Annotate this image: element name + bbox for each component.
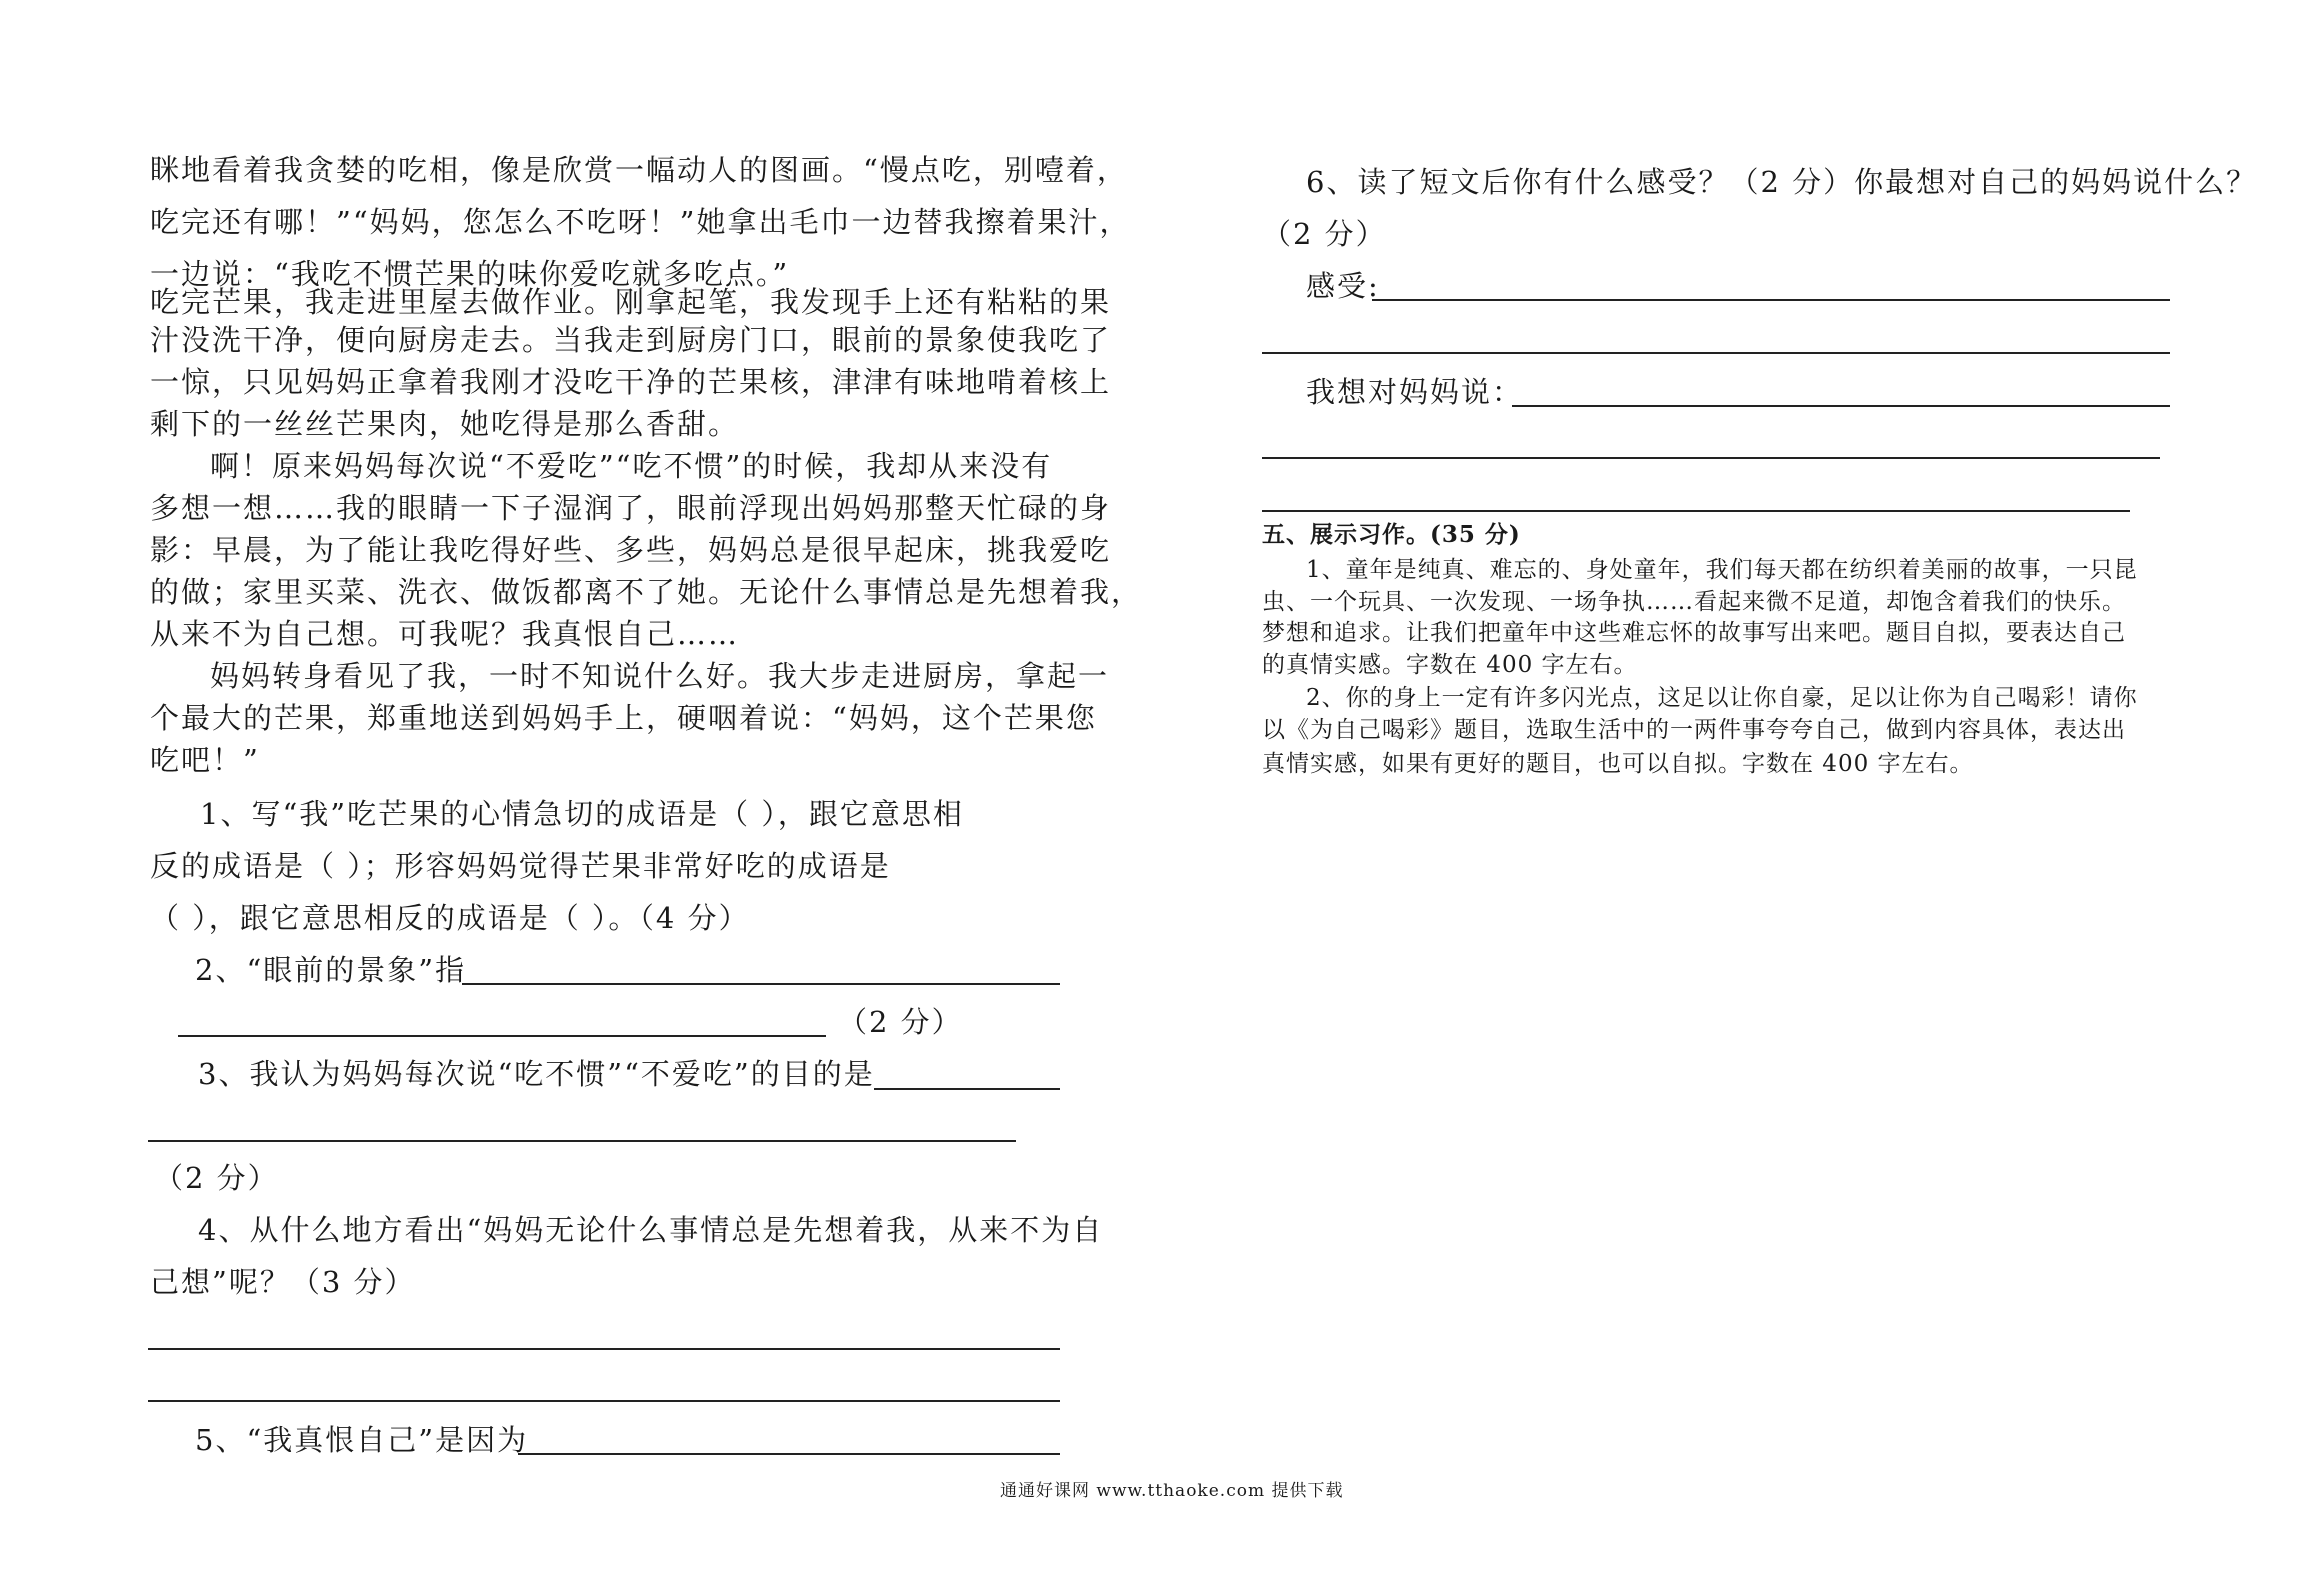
story-line: 吃完芒果，我走进里屋去做作业。刚拿起笔，我发现手上还有粘粘的果 (150, 285, 1112, 319)
story-line: 的做；家里买菜、洗衣、做饭都离不了她。无论什么事情总是先想着我， (150, 575, 1143, 609)
question-3-prompt: 3、我认为妈妈每次说“吃不惯”“不爱吃”的目的是 (198, 1057, 875, 1091)
story-line: 妈妈转身看见了我，一时不知说什么好。我大步走进厨房，拿起一 (210, 659, 1110, 693)
footer-text: 通通好课网 www.tthaoke.com 提供下载 (1000, 1481, 1344, 1501)
question-6-points: （2 分） (1262, 217, 1387, 251)
answer-line[interactable] (518, 1453, 1060, 1455)
question-2-points: （2 分） (838, 1005, 963, 1039)
question-5-prompt: 5、“我真恨自己”是因为 (195, 1423, 529, 1457)
answer-line[interactable] (1262, 457, 2160, 459)
section-5-title: 五、展示习作。(35 分) (1262, 521, 1521, 548)
story-line: 吃吧！” (150, 743, 260, 777)
answer-line[interactable] (148, 1140, 1016, 1142)
story-line: 汁没洗干净，便向厨房走去。当我走到厨房门口，眼前的景象使我吃了 (150, 323, 1112, 357)
story-line: 一惊，只见妈妈正拿着我刚才没吃干净的芒果核，津津有味地啃着核上 (150, 365, 1112, 399)
answer-line[interactable] (1262, 352, 2170, 354)
question-6-line: 6、读了短文后你有什么感受？（2 分）你最想对自己的妈妈说什么？ (1306, 165, 2258, 199)
essay-prompt-line: 真情实感，如果有更好的题目，也可以自拟。字数在 400 字左右。 (1262, 751, 1974, 777)
story-line: 多想一想……我的眼睛一下子湿润了，眼前浮现出妈妈那整天忙碌的身 (150, 491, 1112, 525)
feeling-answer-line[interactable] (1372, 299, 2170, 301)
question-4-line: 己想”呢？（3 分） (150, 1265, 416, 1299)
essay-prompt-line: 2、你的身上一定有许多闪光点，这足以让你自豪，足以让你为自己喝彩！请你 (1306, 685, 2138, 711)
story-line: 剩下的一丝丝芒果肉，她吃得是那么香甜。 (150, 407, 740, 441)
question-4-line: 4、从什么地方看出“妈妈无论什么事情总是先想着我，从来不为自 (198, 1213, 1104, 1247)
story-line: 影：早晨，为了能让我吃得好些、多些，妈妈总是很早起床，挑我爱吃 (150, 533, 1112, 567)
answer-line[interactable] (178, 1035, 826, 1037)
story-line: 个最大的芒果，郑重地送到妈妈手上，硬咽着说：“妈妈，这个芒果您 (150, 701, 1097, 735)
feeling-label: 感受: (1306, 269, 1380, 303)
answer-line[interactable] (1262, 510, 2130, 512)
story-line: 一边说：“我吃不惯芒果的味你爱吃就多吃点。” (150, 257, 790, 291)
story-line: 吃完还有哪！”“妈妈，您怎么不吃呀！”她拿出毛巾一边替我擦着果汁， (150, 205, 1131, 239)
story-line: 眯地看着我贪婪的吃相，像是欣赏一幅动人的图画。“慢点吃，别噎着， (150, 153, 1128, 187)
essay-prompt-line: 梦想和追求。让我们把童年中这些难忘怀的故事写出来吧。题目自拟，要表达自己 (1262, 620, 2126, 646)
say-to-mom-answer-line[interactable] (1512, 405, 2170, 407)
story-line: 啊！原来妈妈每次说“不爱吃”“吃不惯”的时候，我却从来没有 (210, 449, 1053, 483)
answer-line[interactable] (148, 1348, 1060, 1350)
essay-prompt-line: 虫、一个玩具、一次发现、一场争执……看起来微不足道，却饱含着我们的快乐。 (1262, 589, 2126, 615)
question-1-line: 反的成语是（ ）；形容妈妈觉得芒果非常好吃的成语是 (150, 849, 891, 883)
say-to-mom-label: 我想对妈妈说： (1306, 375, 1524, 409)
essay-prompt-line: 的真情实感。字数在 400 字左右。 (1262, 652, 1638, 678)
question-3-points: （2 分） (154, 1161, 279, 1195)
answer-line[interactable] (148, 1400, 1060, 1402)
story-line: 从来不为自己想。可我呢？我真恨自己…… (150, 617, 740, 651)
essay-prompt-line: 以《为自己喝彩》题目，选取生活中的一两件事夸夸自己，做到内容具体，表达出 (1262, 717, 2126, 743)
question-1-line: 1、写“我”吃芒果的心情急切的成语是（ ），跟它意思相 (200, 797, 964, 831)
answer-line[interactable] (462, 983, 1060, 985)
question-1-line: （ ），跟它意思相反的成语是（ ）。（4 分） (150, 901, 750, 935)
question-2-prompt: 2、“眼前的景象”指 (195, 953, 467, 987)
answer-line[interactable] (874, 1088, 1060, 1090)
essay-prompt-line: 1、童年是纯真、难忘的、身处童年，我们每天都在纺织着美丽的故事，一只昆 (1306, 557, 2138, 583)
